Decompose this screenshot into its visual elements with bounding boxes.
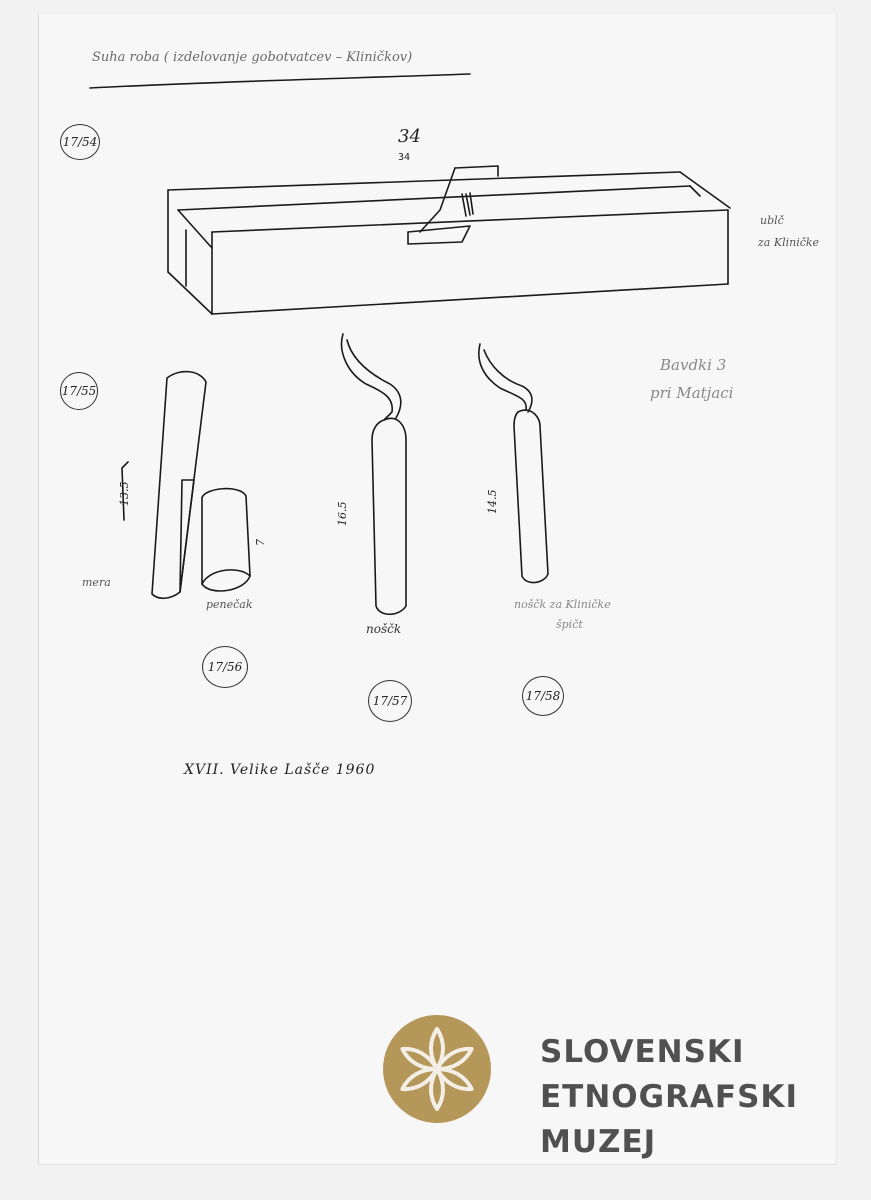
penecek-dimension-label: 7 xyxy=(254,539,267,546)
nozek2-dimension-label: 14.5 xyxy=(486,489,499,514)
museum-name-line2: ETNOGRAFSKI xyxy=(540,1079,798,1115)
catalog-number-17-58: 17/58 xyxy=(522,676,564,716)
box-inner-left xyxy=(178,210,212,248)
place-note-line1: Bavdki 3 xyxy=(660,356,727,374)
museum-name-line3: MUZEJ xyxy=(540,1124,657,1160)
box-top-right xyxy=(680,172,730,208)
catalog-number-17-55: 17/55 xyxy=(60,372,98,410)
box-label-line1: ublč xyxy=(760,214,784,227)
box-rail-right xyxy=(690,186,700,196)
box-dimension-scribble: 34 xyxy=(398,126,421,147)
museum-name xyxy=(540,1030,798,1165)
box-bottom-left xyxy=(168,272,212,314)
nozek1-dimension-label: 16.5 xyxy=(336,501,349,526)
penecek-right xyxy=(246,496,250,576)
flower-emblem-icon xyxy=(383,1015,491,1123)
box-top-back-edge xyxy=(168,172,680,190)
catalog-number-17-57: 17/57 xyxy=(368,680,412,722)
museum-name-line1: SLOVENSKI xyxy=(540,1034,745,1070)
penecek-top xyxy=(202,489,246,498)
box-slot-top xyxy=(455,166,498,176)
page-title: Suha roba ( izdelovanje gobotvatcev – Kliničkov) xyxy=(92,50,413,65)
mera-label: mera xyxy=(82,576,111,589)
mera-dimension-label: 13.5 xyxy=(118,481,131,506)
footer-note: XVII. Velike Lašče 1960 xyxy=(184,762,376,778)
place-note-line2: pri Matjaci xyxy=(650,384,734,402)
box-dimension: 34 xyxy=(398,152,411,163)
penecek-label: penečak xyxy=(206,598,253,611)
penecek-bottom xyxy=(202,570,250,591)
museum-logo xyxy=(383,1015,491,1123)
knife2-handle xyxy=(514,410,548,582)
catalog-number-17-56: 17/56 xyxy=(202,646,248,688)
mera-notch xyxy=(180,480,194,592)
box-label-line2: za Kliničke xyxy=(758,236,820,249)
knife1-handle xyxy=(372,418,406,614)
box-rail-back xyxy=(178,186,690,210)
nozek1-label: noščk xyxy=(366,622,402,636)
title-underline xyxy=(90,74,470,88)
box-front-bottom xyxy=(212,284,728,314)
catalog-number-17-54: 17/54 xyxy=(60,124,100,160)
mera-stick xyxy=(152,372,206,599)
box-slot-lower xyxy=(408,226,470,244)
nozek2-sublabel: špičt xyxy=(556,618,583,631)
nozek2-label: noščk za Kliničke xyxy=(514,598,611,611)
